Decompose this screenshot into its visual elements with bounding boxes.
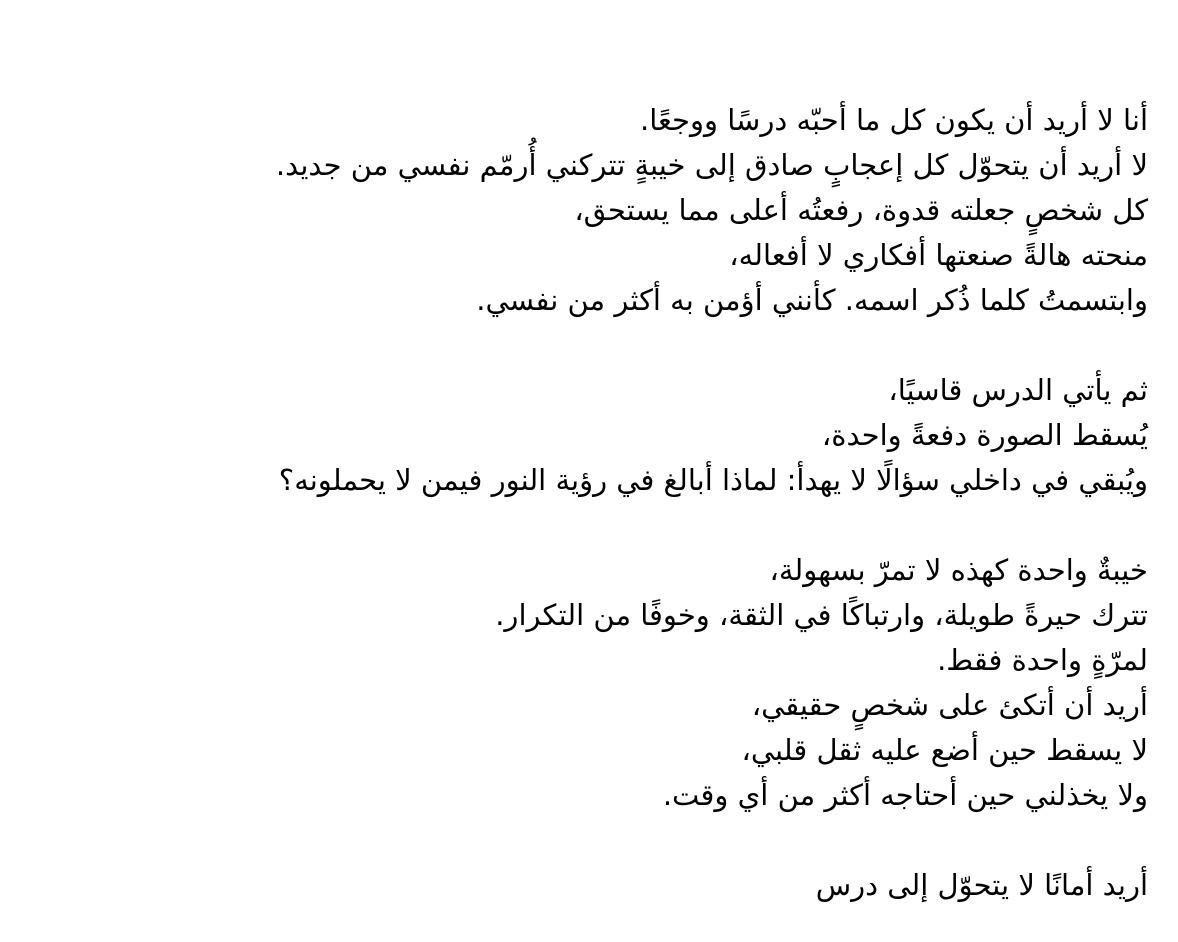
poem-text <box>48 98 1148 908</box>
text-line: خيبةٌ واحدة كهذه لا تمرّ بسهولة، <box>769 553 1148 587</box>
text-line: لا يسقط حين أضع عليه ثقل قلبي، <box>741 733 1148 767</box>
text-line: ويُبقي في داخلي سؤالًا لا يهدأ: لماذا أبالغ في رؤية النور فيمن لا يحملونه؟ <box>278 463 1148 497</box>
stanza-3 <box>48 548 1148 818</box>
text-line: كل شخصٍ جعلته قدوة، رفعتُه أعلى مما يستحق، <box>574 193 1148 227</box>
text-line: ولا يخذلني حين أحتاجه أكثر من أي وقت. <box>662 778 1148 812</box>
text-line: لا أريد أن يتحوّل كل إعجابٍ صادق إلى خيبةٍ تتركني أُرمّم نفسي من جديد. <box>275 148 1148 182</box>
text-line: أريد أن أتكئ على شخصٍ حقيقي، <box>751 688 1148 722</box>
text-line: لمرّةٍ واحدة فقط. <box>937 643 1148 677</box>
text-line: ثم يأتي الدرس قاسيًا، <box>888 373 1148 407</box>
stanza-2 <box>48 368 1148 503</box>
text-line: يُسقط الصورة دفعةً واحدة، <box>821 418 1148 452</box>
text-line: وابتسمتُ كلما ذُكر اسمه. كأنني أؤمن به أكثر من نفسي. <box>476 283 1148 317</box>
text-line: أنا لا أريد أن يكون كل ما أحبّه درسًا ووجعًا. <box>640 103 1148 137</box>
text-line: منحته هالةً صنعتها أفكاري لا أفعاله، <box>729 238 1148 272</box>
stanza-1 <box>48 98 1148 323</box>
text-line: أريد أمانًا لا يتحوّل إلى درس <box>815 868 1148 902</box>
stanza-4 <box>48 863 1148 908</box>
text-line: تترك حيرةً طويلة، وارتباكًا في الثقة، وخوفًا من التكرار. <box>495 598 1148 632</box>
